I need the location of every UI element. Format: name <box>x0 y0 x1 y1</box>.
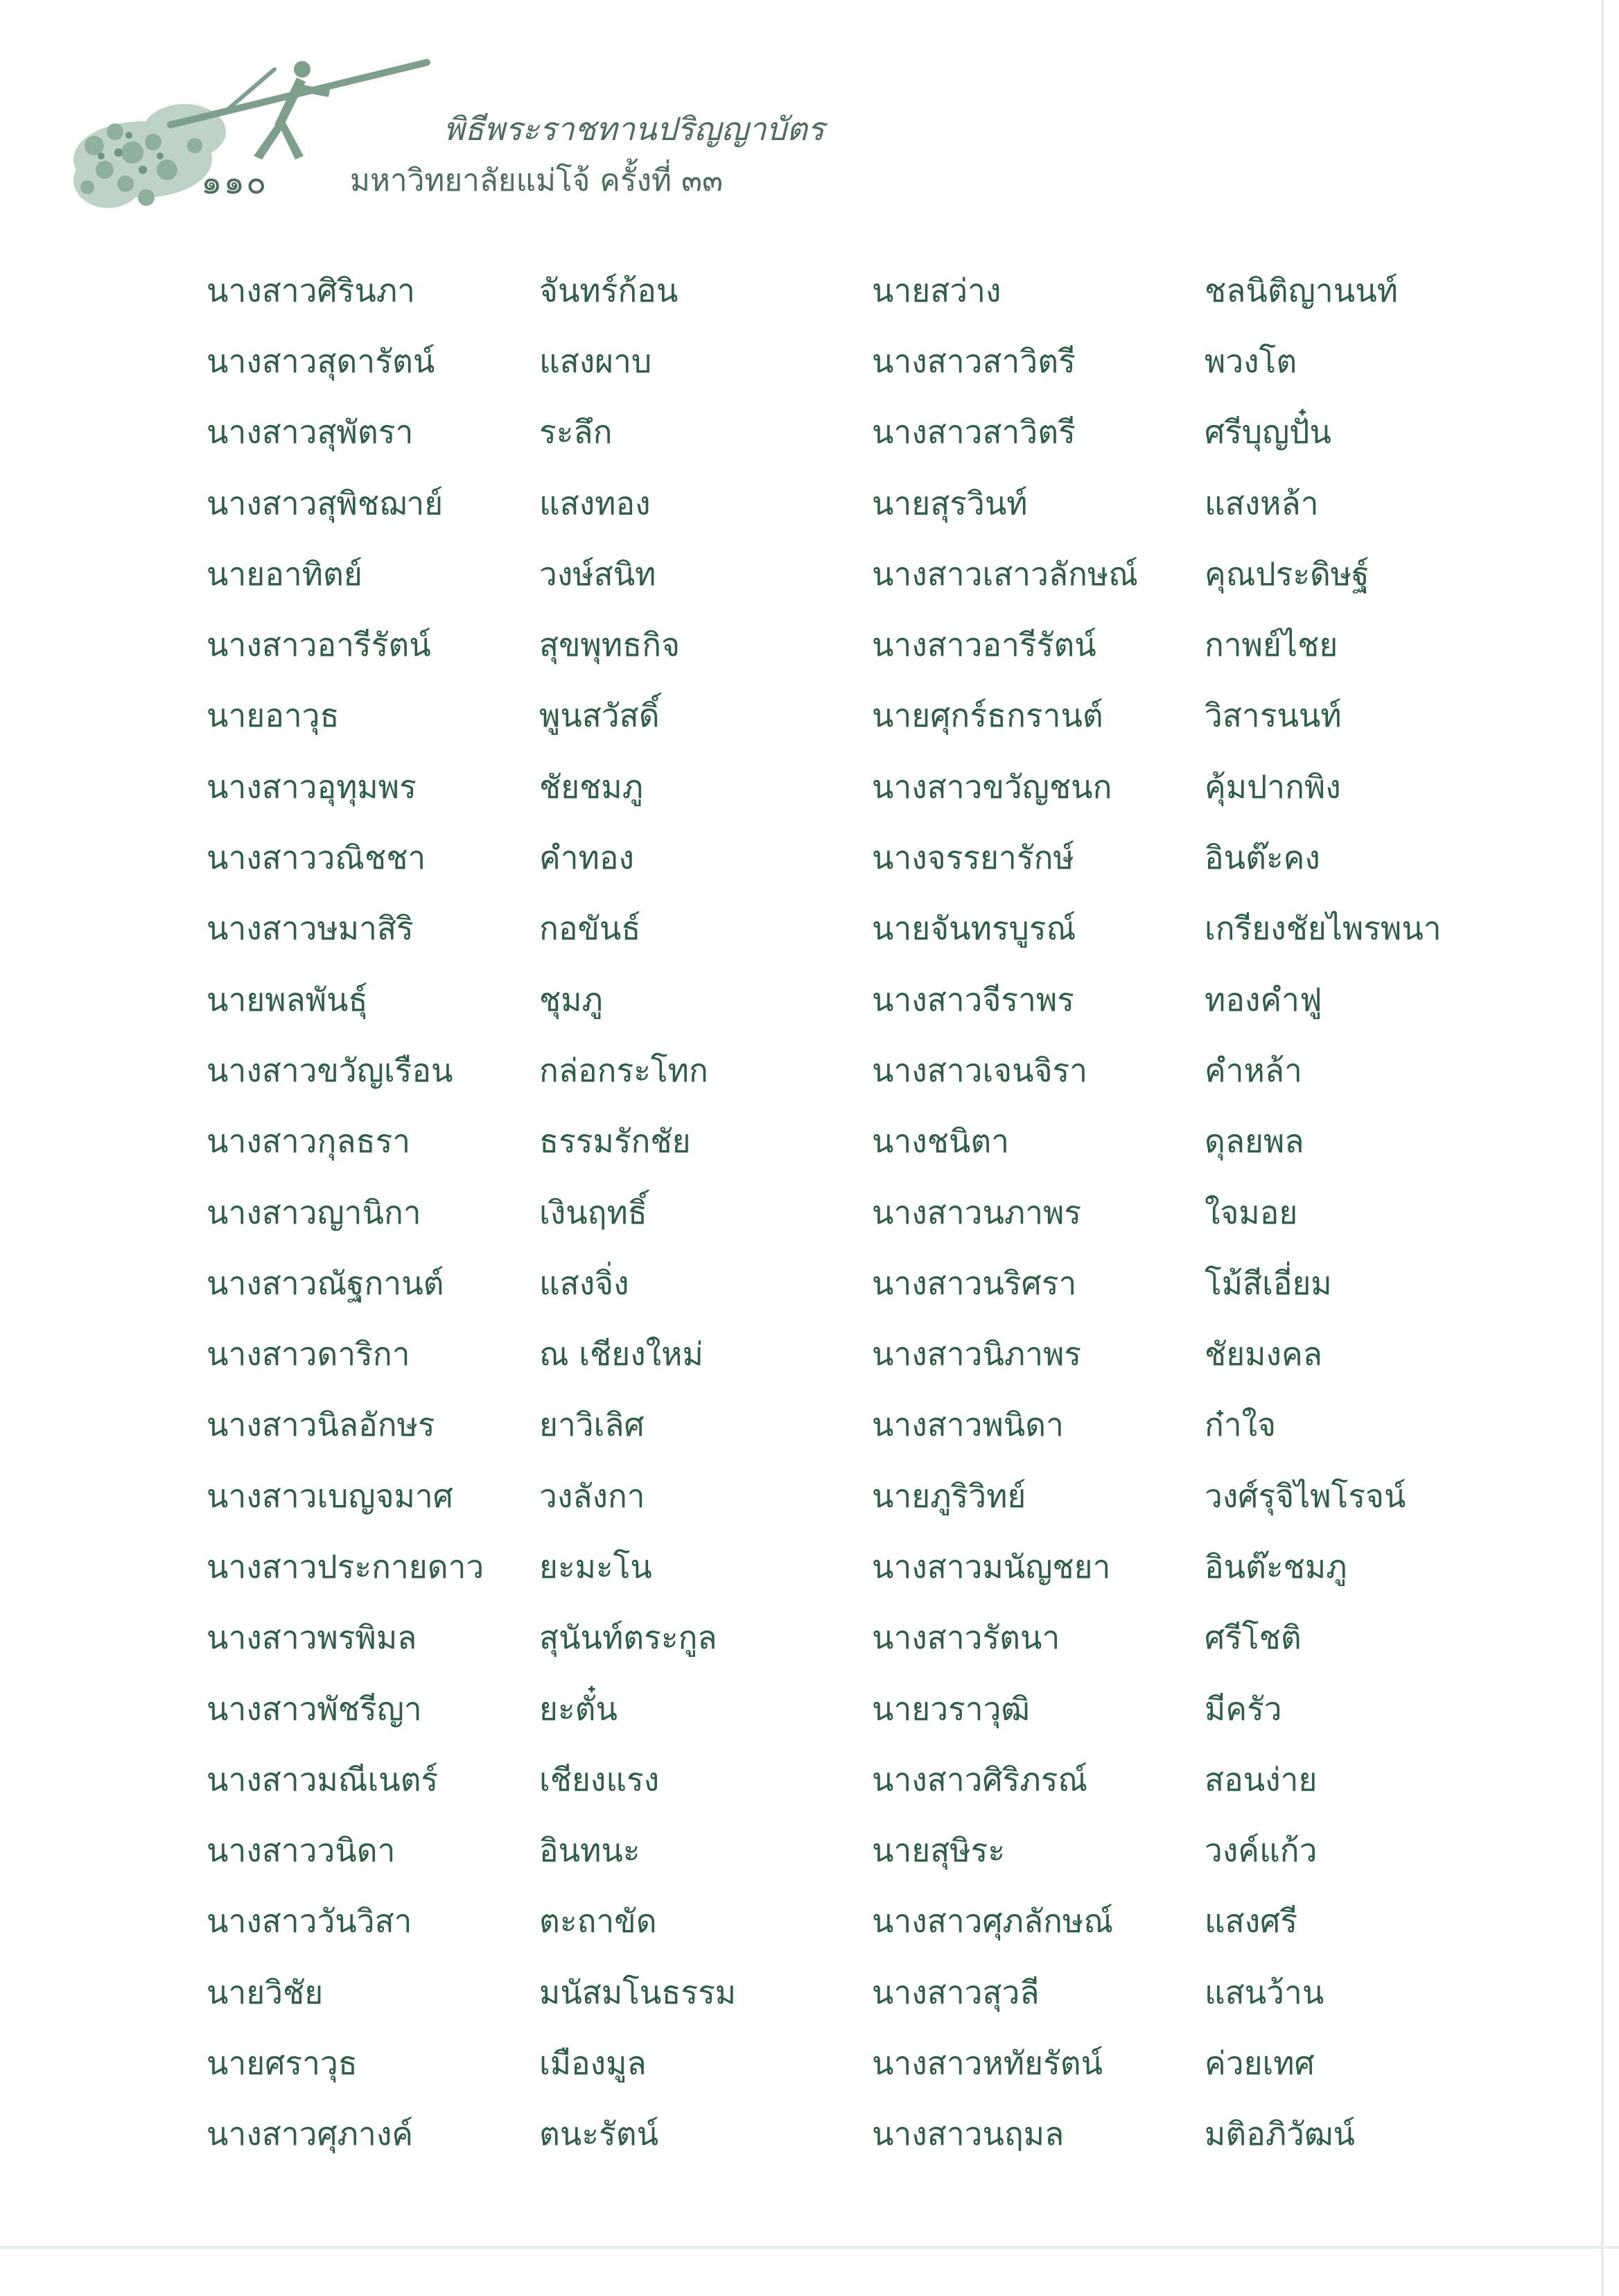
right-first-name: นางสาวศุภลักษณ์ <box>872 1902 1114 1940</box>
left-first-name: นางสาวประกายดาว <box>207 1547 484 1585</box>
table-row <box>207 609 1523 680</box>
left-last-name: ชุมภู <box>539 980 603 1018</box>
left-first-name: นางสาวขวัญเรือน <box>207 1051 453 1089</box>
right-first-name: นางสาวสาวิตรี <box>872 413 1076 451</box>
table-row <box>207 326 1523 397</box>
left-first-name: นางสาวเบญจมาศ <box>207 1477 453 1515</box>
right-last-name: อินต๊ะคง <box>1205 839 1320 877</box>
right-last-name: ศรีบุญปั๋น <box>1205 413 1331 451</box>
table-row <box>207 1673 1523 1744</box>
right-last-name: อินต๊ะชมภู <box>1205 1547 1347 1585</box>
left-last-name: อินทนะ <box>539 1832 640 1870</box>
left-last-name: เชียงแรง <box>539 1760 660 1798</box>
right-last-name: มีครัว <box>1205 1689 1282 1728</box>
right-first-name: นางสาวสุวลี <box>872 1973 1040 2011</box>
left-first-name: นางสาวพรพิมล <box>207 1619 417 1657</box>
left-last-name: จันทร์ก้อน <box>539 271 679 309</box>
left-first-name: นางสาวกุลธรา <box>207 1122 411 1160</box>
left-first-name: นางสาวอารีรัตน์ <box>207 626 431 664</box>
right-last-name: แสงศรี <box>1205 1902 1298 1940</box>
left-last-name: เงินฤทธิ์ <box>539 1193 647 1231</box>
right-last-name: กาพย์ไชย <box>1205 626 1338 664</box>
left-last-name: ณ เชียงใหม่ <box>539 1335 703 1373</box>
table-row <box>207 894 1523 964</box>
left-first-name: นางสาวสุพัตรา <box>207 413 414 451</box>
right-first-name: นางสาวเจนจิรา <box>872 1051 1088 1089</box>
right-last-name: ดุลยพล <box>1205 1122 1304 1160</box>
right-first-name: นางชนิตา <box>872 1122 1010 1160</box>
right-first-name: นายจันทรบูรณ์ <box>872 910 1076 948</box>
right-last-name: วงค์แก้ว <box>1205 1832 1318 1870</box>
left-first-name: นางสาวสุดารัตน์ <box>207 342 435 380</box>
left-first-name: นางสาวศุภางค์ <box>207 2115 414 2153</box>
table-row <box>207 1886 1523 1957</box>
left-last-name: ชัยชมภู <box>539 767 644 806</box>
left-first-name: นายพลพันธุ์ <box>207 980 368 1018</box>
left-last-name: สุขพุทธกิจ <box>539 626 681 664</box>
right-last-name: ชลนิติญานนท์ <box>1205 271 1398 309</box>
left-last-name: เมืองมูล <box>539 2044 647 2082</box>
table-row <box>207 1319 1523 1389</box>
right-last-name: วงศ์รุจิไพโรจน์ <box>1205 1477 1406 1515</box>
left-first-name: นายศราวุธ <box>207 2044 358 2082</box>
table-row <box>207 1106 1523 1177</box>
left-last-name: วงลังกา <box>539 1477 645 1515</box>
right-last-name: ค่วยเทศ <box>1205 2044 1315 2082</box>
left-first-name: นางสาววันวิสา <box>207 1902 412 1940</box>
left-first-name: นางสาววนิดา <box>207 1832 396 1870</box>
right-first-name: นางสาวจีราพร <box>872 980 1074 1018</box>
right-last-name: ใจมอย <box>1205 1193 1298 1231</box>
left-first-name: นายวิชัย <box>207 1973 324 2011</box>
left-first-name: นางสาวอุทุมพร <box>207 767 417 806</box>
table-row <box>207 255 1523 326</box>
page-edge-bottom <box>0 2246 1619 2249</box>
right-last-name: เกรียงชัยไพรพนา <box>1205 910 1442 948</box>
left-last-name: ระลึก <box>539 413 613 451</box>
left-first-name: นางสาวนิลอักษร <box>207 1406 435 1444</box>
table-row <box>207 681 1523 751</box>
right-last-name: สอนง่าย <box>1205 1760 1318 1798</box>
left-first-name: นางสาววณิชชา <box>207 839 426 877</box>
right-last-name: คำหล้า <box>1205 1051 1302 1089</box>
right-last-name: โม้สีเอี่ยม <box>1205 1264 1332 1302</box>
right-last-name: พวงโต <box>1205 342 1297 380</box>
table-row <box>207 1531 1523 1602</box>
left-first-name: นายอาทิตย์ <box>207 555 362 593</box>
right-first-name: นางจรรยารักษ์ <box>872 839 1074 877</box>
right-last-name: คุณประดิษฐ์ <box>1205 555 1369 593</box>
right-first-name: นายวราวุฒิ <box>872 1689 1030 1728</box>
right-first-name: นางสาวนริศรา <box>872 1264 1077 1302</box>
left-first-name: นางสาวญานิกา <box>207 1193 421 1231</box>
right-last-name: ทองคำฟู <box>1205 980 1322 1018</box>
left-last-name: ยะตั๋น <box>539 1689 618 1728</box>
left-last-name: ยาวิเลิศ <box>539 1406 645 1444</box>
left-last-name: กล่อกระโทก <box>539 1051 708 1089</box>
right-last-name: ศรีโชติ <box>1205 1619 1302 1657</box>
table-row <box>207 751 1523 822</box>
right-first-name: นางสาวหทัยรัตน์ <box>872 2044 1103 2082</box>
left-first-name: นางสาวษมาสิริ <box>207 910 414 948</box>
left-last-name: มนัสมโนธรรม <box>539 1973 737 2011</box>
table-row <box>207 1035 1523 1106</box>
right-first-name: นายศุกร์ธกรานต์ <box>872 697 1103 735</box>
page-edge-right <box>1601 0 1604 2296</box>
left-last-name: พูนสวัสดิ์ <box>539 697 660 735</box>
table-row <box>207 2099 1523 2170</box>
table-row <box>207 1744 1523 1815</box>
table-row <box>207 1603 1523 1673</box>
right-last-name: คุ้มปากพิง <box>1205 767 1341 806</box>
table-row <box>207 468 1523 539</box>
right-first-name: นางสาวศิริภรณ์ <box>872 1760 1088 1798</box>
table-row <box>207 964 1523 1035</box>
right-first-name: นางสาวนภาพร <box>872 1193 1082 1231</box>
table-row <box>207 397 1523 468</box>
left-last-name: วงษ์สนิท <box>539 555 656 593</box>
left-first-name: นายอาวุธ <box>207 697 340 735</box>
table-row <box>207 1390 1523 1461</box>
table-row <box>207 1248 1523 1319</box>
table-row <box>207 1957 1523 2028</box>
right-first-name: นางสาวนฤมล <box>872 2115 1065 2153</box>
right-first-name: นายสุษิระ <box>872 1832 1006 1870</box>
left-last-name: ธรรมรักชัย <box>539 1122 691 1160</box>
left-first-name: นางสาวมณีเนตร์ <box>207 1760 439 1798</box>
left-last-name: ยะมะโน <box>539 1547 652 1585</box>
page-number: ๑๑๐ <box>201 163 268 202</box>
right-first-name: นางสาวรัตนา <box>872 1619 1060 1657</box>
right-first-name: นางสาวนิภาพร <box>872 1335 1082 1373</box>
left-last-name: แสงจิ่ง <box>539 1264 629 1302</box>
left-last-name: แสงผาบ <box>539 342 652 380</box>
left-last-name: ตนะรัตน์ <box>539 2115 659 2153</box>
right-first-name: นายภูริวิทย์ <box>872 1477 1026 1515</box>
university-subtitle: มหาวิทยาลัยแม่โจ้ ครั้งที่ ๓๓ <box>350 163 724 198</box>
left-first-name: นางสาวศิรินภา <box>207 271 415 309</box>
table-row <box>207 1461 1523 1531</box>
graduate-names-table <box>207 255 1523 2170</box>
right-last-name: วิสารนนท์ <box>1205 697 1342 735</box>
right-last-name: มติอภิวัฒน์ <box>1205 2115 1355 2153</box>
right-first-name: นางสาวมนัญชยา <box>872 1547 1111 1585</box>
table-row <box>207 1816 1523 1886</box>
left-last-name: ตะถาขัด <box>539 1902 657 1940</box>
right-first-name: นางสาวสาวิตรี <box>872 342 1076 380</box>
right-first-name: นางสาวอารีรัตน์ <box>872 626 1096 664</box>
right-last-name: แสนว้าน <box>1205 1973 1324 2011</box>
right-first-name: นางสาวเสาวลักษณ์ <box>872 555 1138 593</box>
left-first-name: นางสาวณัฐกานต์ <box>207 1264 444 1302</box>
right-last-name: ก๋าใจ <box>1205 1406 1277 1444</box>
ceremony-title: พิธีพระราชทานปริญญาบัตร <box>444 110 825 148</box>
right-first-name: นายสุรวินท์ <box>872 484 1028 522</box>
right-first-name: นายสว่าง <box>872 271 1001 309</box>
left-last-name: สุนันท์ตระกูล <box>539 1619 717 1657</box>
left-first-name: นางสาวสุพิชฌาย์ <box>207 484 444 522</box>
table-row <box>207 822 1523 893</box>
left-last-name: แสงทอง <box>539 484 651 522</box>
table-row <box>207 1177 1523 1248</box>
right-last-name: แสงหล้า <box>1205 484 1319 522</box>
left-last-name: คำทอง <box>539 839 635 877</box>
right-first-name: นางสาวพนิดา <box>872 1406 1064 1444</box>
right-first-name: นางสาวขวัญชนก <box>872 767 1112 806</box>
left-first-name: นางสาวพัชรีญา <box>207 1689 422 1728</box>
table-row <box>207 2028 1523 2098</box>
table-row <box>207 539 1523 609</box>
left-last-name: กอขันธ์ <box>539 910 641 948</box>
left-first-name: นางสาวดาริกา <box>207 1335 410 1373</box>
right-last-name: ชัยมงคล <box>1205 1335 1322 1373</box>
